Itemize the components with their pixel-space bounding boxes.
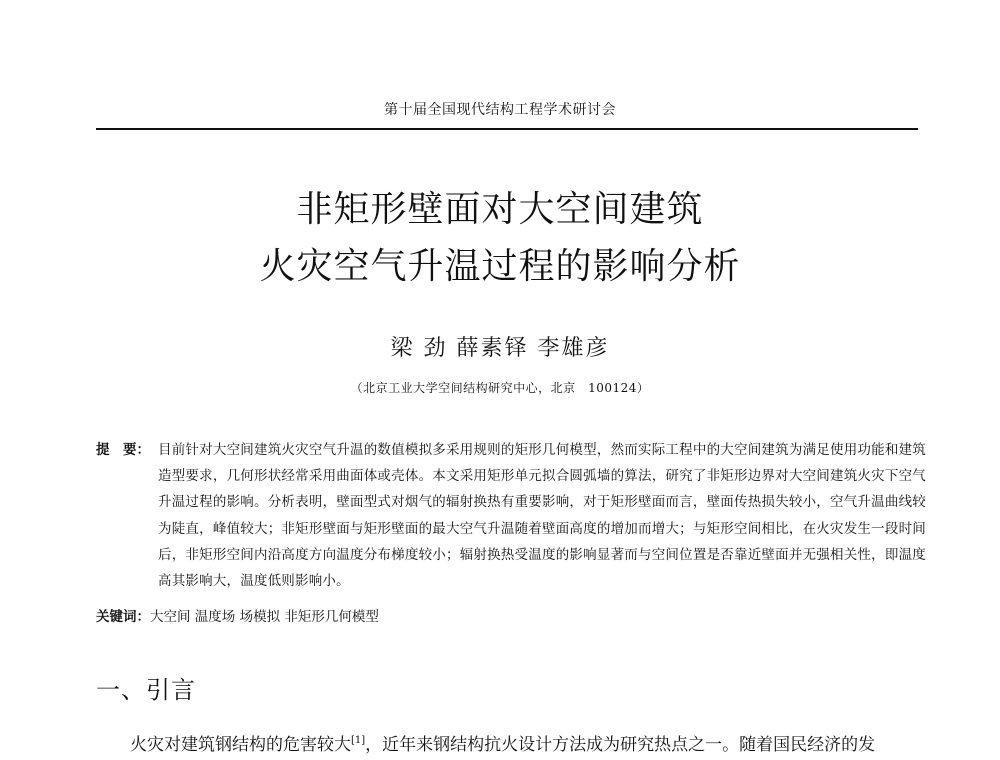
body-text-part-1: 火灾对建筑钢结构的危害较大 (130, 735, 351, 755)
abstract-text: 目前针对大空间建筑火灾空气升温的数值模拟多采用规则的矩形几何模型，然而实际工程中的大空间建筑为满足使用功能和建筑造型要求，几何形状经常采用曲面体或壳体。本文采用矩形单元拟合圆弧墙的算法，研究了非矩形边界对大空间建筑火灾下空气升温过程的影响。分析表明，壁面型式对烟气的辐射换热有重要影响，对于矩形壁面而言，壁面传热损失较小，空气升温曲线较为陡直，峰值较大；非矩形壁面与矩形壁面的最大空气升温随着壁面高度的增加而增大；与矩形空间相比，在火灾发生一段时间后，非矩形空间内沿高度方向温度分布梯度较小；辐射换热受温度的影响显著而与空间位置是否靠近壁面并无强相关性，即温度高其影响大，温度低则影响小。 (158, 442, 926, 590)
paper-title-line-1: 非矩形壁面对大空间建筑 (296, 189, 704, 230)
author-list: 梁 劲 薛素铎 李雄彦 (390, 336, 610, 361)
body-paragraph (96, 733, 926, 757)
abstract (96, 437, 926, 594)
keywords-text: 大空间 温度场 场模拟 非矩形几何模型 (150, 609, 379, 625)
affiliation: （北京工业大学空间结构研究中心，北京 100124） (350, 381, 650, 395)
paper-title-line-2: 火灾空气升温过程的影响分析 (259, 246, 741, 287)
body-text-part-2: ，近年来钢结构抗火设计方法成为研究热点之一。随着国民经济的发 (365, 735, 876, 755)
section-heading-introduction: 一、引言 (96, 676, 196, 704)
header-rule (96, 128, 918, 130)
running-header: 第十届全国现代结构工程学术研讨会 (384, 102, 616, 118)
reference-marker: [1] (351, 735, 366, 746)
abstract-label: 提 要： (96, 442, 150, 458)
keywords (96, 607, 379, 627)
keywords-label: 关键词： (96, 609, 150, 625)
